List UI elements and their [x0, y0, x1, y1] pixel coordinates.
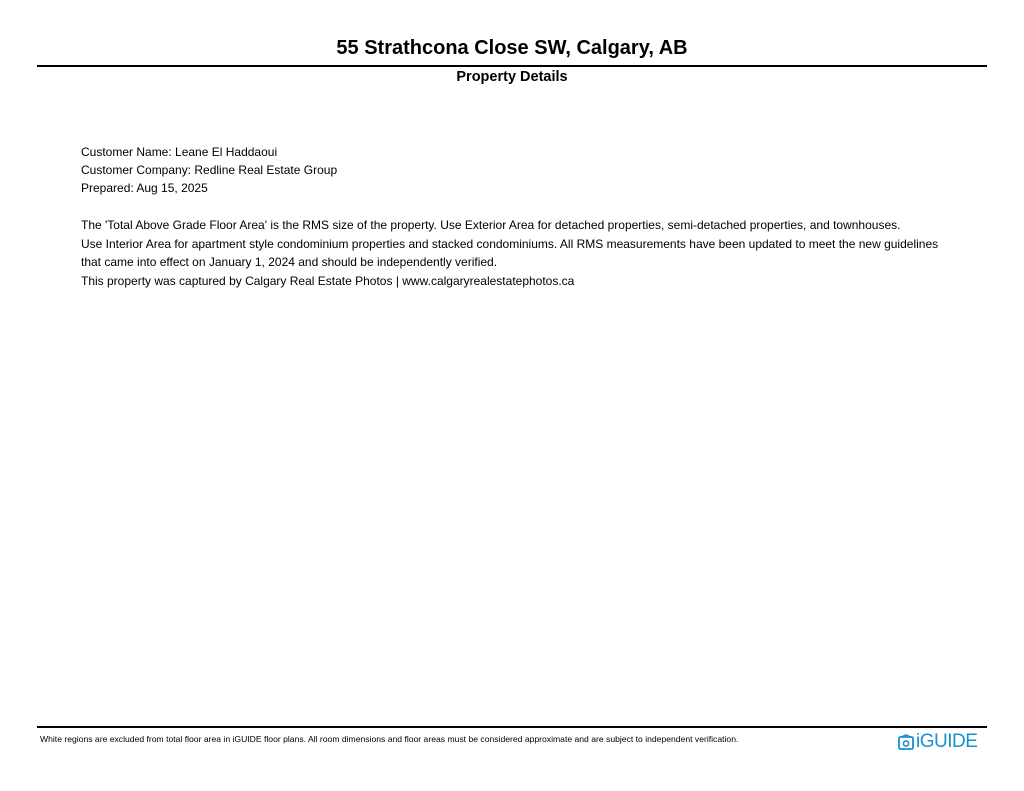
note-line-4: This property was captured by Calgary Real Estate Photos | www.calgaryrealestatephotos.ca — [81, 273, 575, 288]
customer-name: Customer Name: Leane El Haddaoui — [81, 145, 278, 159]
note-line-2: Use Interior Area for apartment style condominium properties and stacked condominiums. All RMS measurements have been updated to meet the new guidelines — [81, 236, 939, 251]
logo-text: iGUIDE — [916, 731, 978, 752]
footer-divider — [37, 726, 987, 728]
section-title: Property Details — [456, 69, 568, 85]
customer-company: Customer Company: Redline Real Estate Group — [81, 163, 338, 177]
measurement-notes — [81, 216, 941, 290]
iguide-logo — [898, 731, 977, 753]
camera-house-icon — [898, 734, 914, 750]
footer-disclaimer: White regions are excluded from total floor area in iGUIDE floor plans. All room dimensions and floor areas must be considered approximate and are subject to independent verification. — [40, 734, 739, 744]
page-title: 55 Strathcona Close SW, Calgary, AB — [336, 37, 688, 59]
header-divider — [37, 65, 987, 67]
prepared-date: Prepared: Aug 15, 2025 — [81, 181, 208, 195]
customer-details — [81, 143, 337, 197]
note-line-3: that came into effect on January 1, 2024 and should be independently verified. — [81, 255, 498, 269]
note-line-1: The 'Total Above Grade Floor Area' is the RMS size of the property. Use Exterior Area for detached properties, semi-detached properties, and townhouses. — [81, 218, 901, 232]
